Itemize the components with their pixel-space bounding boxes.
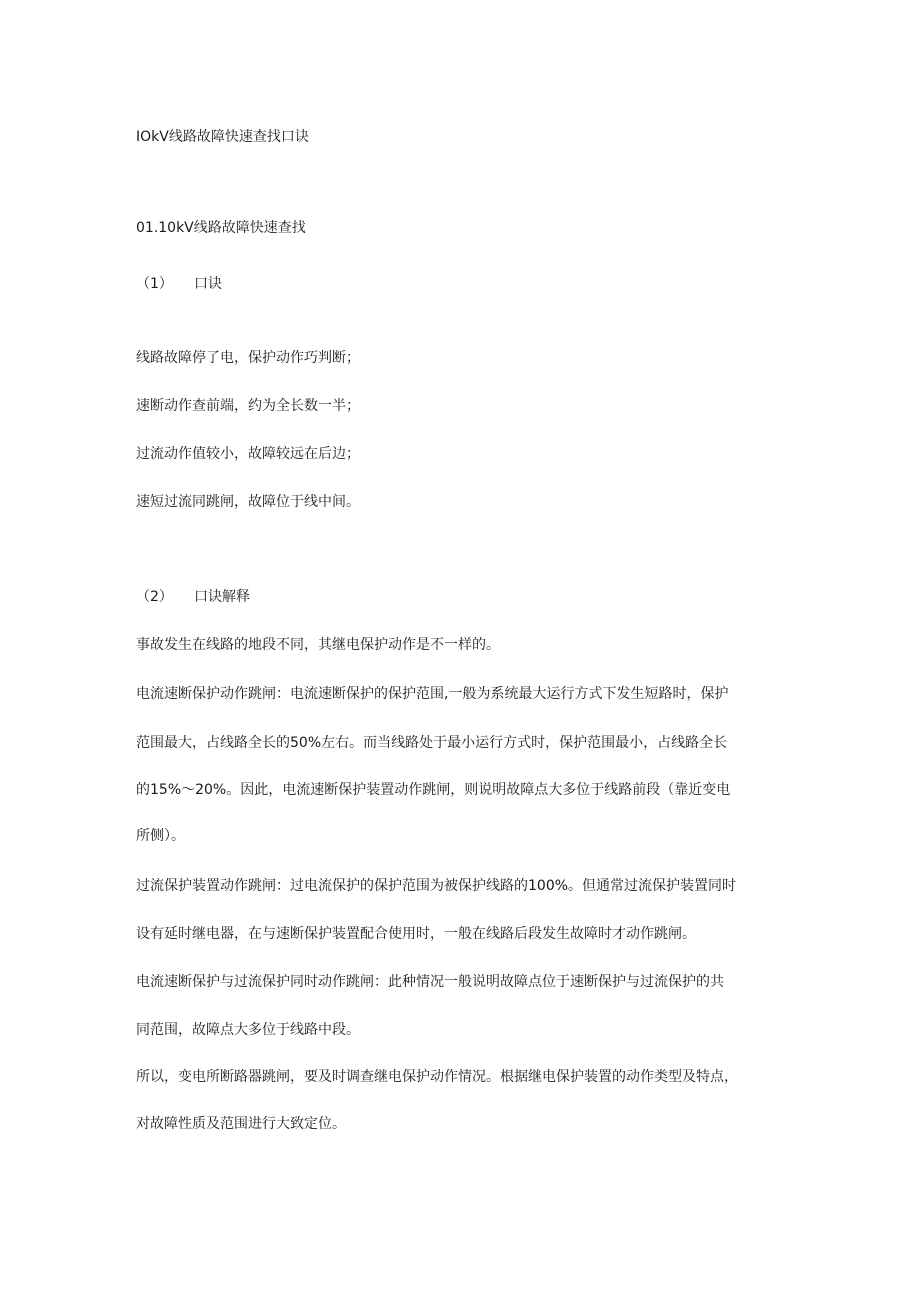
verse-line: 速断动作查前端，约为全长数一半； — [136, 398, 360, 414]
verse-line: 过流动作值较小，故障较远在后边； — [136, 446, 360, 462]
verse-line: 速短过流同跳闸，故障位于线中间。 — [136, 494, 360, 510]
paragraph-line: 电流速断保护与过流保护同时动作跳闸：此种情况一般说明故障点位于速断保护与过流保护的共 — [136, 974, 724, 990]
paragraph-line: 对故障性质及范围进行大致定位。 — [136, 1116, 346, 1132]
paragraph-line: 过流保护装置动作跳闸：过电流保护的保护范围为被保护线路的100%。但通常过流保护装置同时 — [136, 878, 737, 894]
subsection-heading-2 — [136, 587, 250, 607]
subsection-number: （2） — [136, 589, 173, 605]
section-heading: 01.10kV线路故障快速查找 — [136, 220, 306, 236]
subsection-number: （1） — [136, 276, 173, 292]
paragraph-line: 的15%～20%。因此，电流速断保护装置动作跳闸，则说明故障点大多位于线路前段（靠近变电 — [136, 782, 731, 798]
paragraph-line: 范围最大，占线路全长的50%左右。而当线路处于最小运行方式时，保护范围最小，占线路全长 — [136, 735, 728, 751]
paragraph-line: 所以，变电所断路器跳闸，要及时调查继电保护动作情况。根据继电保护装置的动作类型及特点， — [136, 1069, 738, 1085]
paragraph-line: 电流速断保护动作跳闸：电流速断保护的保护范围,一般为系统最大运行方式下发生短路时，保护 — [136, 686, 729, 702]
paragraph-line: 同范围，故障点大多位于线路中段。 — [136, 1022, 360, 1038]
paragraph-line: 设有延时继电器，在与速断保护装置配合使用时，一般在线路后段发生故障时才动作跳闸。 — [136, 926, 696, 942]
subsection-heading-1 — [136, 274, 222, 294]
document-title: IOkV线路故障快速查找口诀 — [136, 129, 309, 145]
paragraph-line: 所侧）。 — [136, 828, 185, 844]
paragraph-intro: 事故发生在线路的地段不同，其继电保护动作是不一样的。 — [136, 637, 500, 653]
subsection-title: 口诀解释 — [194, 589, 250, 605]
subsection-title: 口诀 — [194, 276, 222, 292]
verse-line: 线路故障停了电，保护动作巧判断； — [136, 350, 360, 366]
